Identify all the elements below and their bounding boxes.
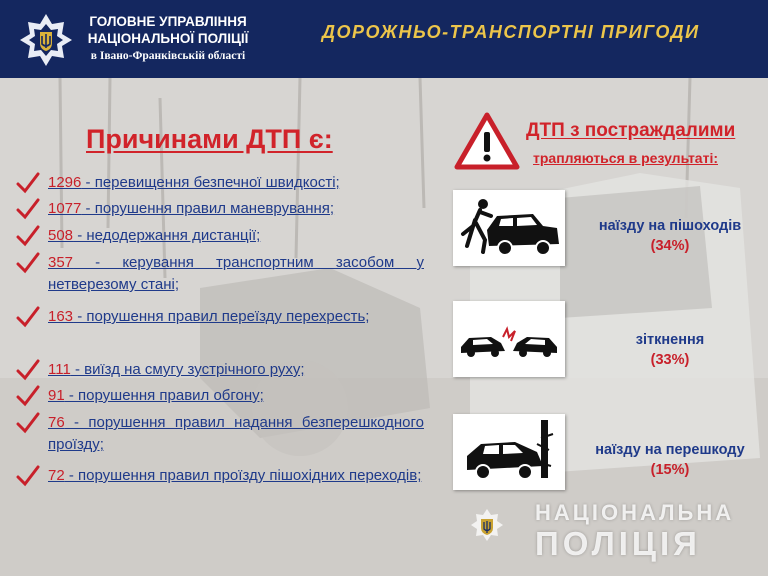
police-star-emblem-icon bbox=[18, 12, 74, 68]
cause-text: - порушення правил переїзду перехресть; bbox=[73, 308, 370, 325]
check-icon bbox=[16, 412, 40, 434]
result-percent: (34%) bbox=[650, 238, 690, 254]
result-label: зіткнення bbox=[635, 332, 705, 348]
cause-item bbox=[48, 412, 424, 456]
cause-count: 91 bbox=[48, 387, 65, 404]
cause-text: - керування транспортним засобом у нетверезому стані; bbox=[48, 254, 424, 293]
organization-name bbox=[82, 13, 254, 64]
result-label: наїзду на перешкоду bbox=[595, 442, 745, 458]
org-line-2: НАЦІОНАЛЬНОЇ ПОЛІЦІЇ bbox=[87, 31, 249, 46]
check-icon bbox=[16, 172, 40, 194]
pedestrian-hit-icon bbox=[453, 190, 565, 266]
cause-count: 1077 bbox=[48, 200, 82, 217]
brand-line-1: НАЦІОНАЛЬНА bbox=[535, 500, 735, 525]
warning-triangle-icon bbox=[454, 112, 520, 170]
obstacle-crash-card bbox=[453, 414, 565, 490]
causes-heading: Причинами ДТП є: bbox=[86, 124, 333, 154]
cause-text: - перевищення безпечної швидкості; bbox=[81, 174, 340, 191]
obstacle-crash-icon bbox=[453, 414, 565, 490]
cause-count: 76 bbox=[48, 414, 65, 431]
result-obstacle bbox=[570, 440, 768, 480]
cause-text: - порушення правил надання безперешкодного проїзду; bbox=[48, 414, 424, 453]
check-icon bbox=[16, 306, 40, 328]
check-icon bbox=[16, 252, 40, 274]
result-percent: (33%) bbox=[650, 352, 690, 368]
cause-item bbox=[48, 252, 424, 296]
result-label: наїзду на пішоходів bbox=[598, 218, 742, 234]
results-subheading: трапляються в результаті: bbox=[533, 150, 718, 166]
page-title: ДОРОЖНЬО-ТРАНСПОРТНІ ПРИГОДИ bbox=[322, 22, 700, 42]
brand-line-2: ПОЛІЦІЯ bbox=[535, 525, 701, 562]
cause-text: - недодержання дистанції; bbox=[73, 227, 261, 244]
car-collision-icon bbox=[453, 301, 565, 377]
check-icon bbox=[16, 385, 40, 407]
cause-text: - порушення правил проїзду пішохідних переходів; bbox=[64, 467, 422, 484]
cause-count: 508 bbox=[48, 227, 74, 244]
trident-emblem-icon bbox=[470, 508, 504, 550]
cause-item bbox=[48, 359, 424, 381]
cause-count: 72 bbox=[48, 467, 65, 484]
check-icon bbox=[16, 359, 40, 381]
cause-text: - порушення правил обгону; bbox=[64, 387, 264, 404]
results-heading: ДТП з постраждалими bbox=[526, 120, 736, 141]
cause-count: 163 bbox=[48, 308, 74, 325]
cause-count: 111 bbox=[48, 361, 71, 378]
cause-item bbox=[48, 465, 424, 487]
pedestrian-hit-card bbox=[453, 190, 565, 266]
org-line-3: в Івано-Франківській області bbox=[90, 50, 246, 62]
cause-count: 357 bbox=[48, 254, 74, 271]
result-percent: (15%) bbox=[650, 462, 690, 478]
header-bar bbox=[0, 0, 768, 78]
cause-item bbox=[48, 198, 424, 220]
car-collision-card bbox=[453, 301, 565, 377]
check-icon bbox=[16, 198, 40, 220]
check-icon bbox=[16, 465, 40, 487]
cause-item bbox=[48, 172, 424, 194]
cause-count: 1296 bbox=[48, 174, 82, 191]
org-line-1: ГОЛОВНЕ УПРАВЛІННЯ bbox=[89, 14, 247, 29]
result-pedestrian bbox=[570, 216, 768, 256]
cause-item bbox=[48, 385, 424, 407]
result-collision bbox=[570, 330, 768, 370]
cause-item bbox=[48, 225, 424, 247]
cause-text: - виїзд на смугу зустрічного руху; bbox=[70, 361, 305, 378]
cause-item bbox=[48, 306, 424, 328]
check-icon bbox=[16, 225, 40, 247]
national-police-wordmark bbox=[535, 500, 734, 562]
cause-text: - порушення правил маневрування; bbox=[81, 200, 335, 217]
